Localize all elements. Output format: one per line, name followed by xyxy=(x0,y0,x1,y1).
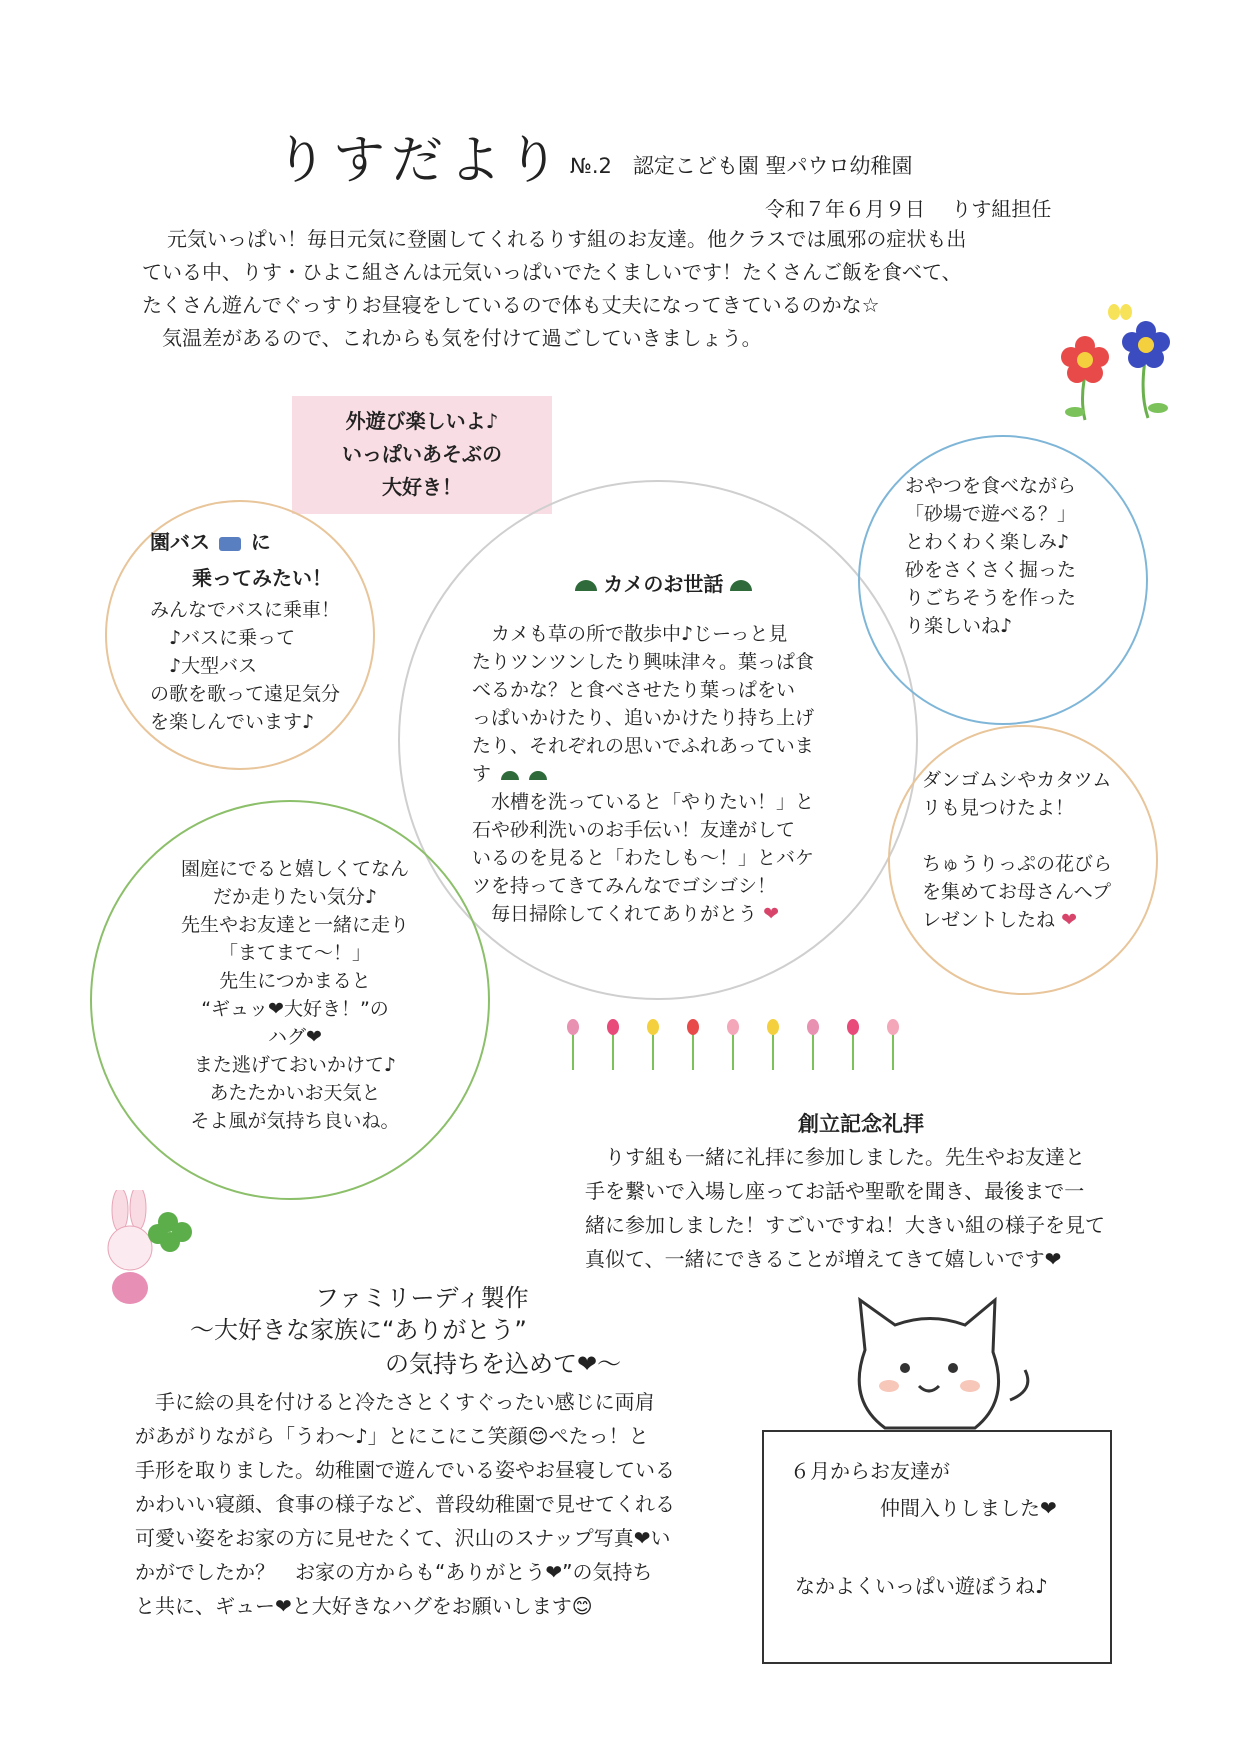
play-line: あたたかいお天気と xyxy=(209,1082,381,1104)
family-line: かわいい寝顔、食事の様子など、普段幼稚園で見せてくれる xyxy=(135,1492,675,1516)
founding-title: 創立記念礼拝 xyxy=(798,1112,924,1136)
snack-line: おやつを食べながら xyxy=(905,475,1077,497)
highlight-line: 大好き！ xyxy=(382,475,462,499)
founding-line: 手を繋いで入場し座ってお話や聖歌を聞き、最後まで一 xyxy=(585,1179,1085,1203)
notice-line-1: ６月からお友達が xyxy=(790,1459,950,1483)
rabbit-illustration xyxy=(80,1190,200,1310)
intro-line: ている中、りす・ひよこ組さんは元気いっぱいでたくましいです！たくさんご飯を食べて、 xyxy=(142,260,962,284)
garden-line: レゼントしたね xyxy=(922,909,1056,931)
turtle-line: いるのを見ると「わたしも～！」とバケ xyxy=(472,847,815,869)
turtle-heading xyxy=(575,568,752,597)
bus-line: の歌を歌って遠足気分 xyxy=(150,683,341,705)
snack-line: 砂をさくさく掘った xyxy=(905,559,1077,581)
snack-body xyxy=(905,472,1125,640)
family-line: 可愛い姿をお家の方に見せたくて、沢山のスナップ写真❤い xyxy=(135,1526,671,1550)
family-line: と共に、ギュー❤と大好きなハグをお願いします😊 xyxy=(135,1594,593,1618)
bus-line: ♪大型バス xyxy=(150,655,258,677)
turtle-icon xyxy=(575,580,597,591)
family-line: があがりながら「うわ～♪」とにこにこ笑顔😊ぺたっ！と xyxy=(135,1424,649,1448)
highlight-text xyxy=(292,405,552,504)
turtle-icon xyxy=(501,771,519,780)
turtle-line: す xyxy=(472,763,492,785)
notice-line-2: 仲間入りしました❤ xyxy=(880,1496,1057,1520)
turtle-line: カメも草の所で散歩中♪じーっと見 xyxy=(472,623,788,645)
play-line: 先生につかまると xyxy=(219,970,371,992)
play-line: ハグ❤ xyxy=(268,1026,322,1048)
family-line: 手に絵の具を付けると冷たさとくすぐったい感じに両肩 xyxy=(135,1390,655,1414)
bus-line: ♪バスに乗って xyxy=(150,627,296,649)
founding-line: 緒に参加しました！すごいですね！大きい組の様子を見て xyxy=(585,1213,1105,1237)
family-body xyxy=(135,1385,735,1623)
garden-body xyxy=(922,766,1142,934)
family-subtitle: ～大好きな家族に“ありがとう” xyxy=(190,1316,527,1344)
highlight-line: いっぱいあそぶの xyxy=(342,442,502,466)
turtle-body xyxy=(472,620,852,928)
family-title: ファミリーディ製作 xyxy=(315,1284,529,1312)
garden-spacer xyxy=(922,822,1142,850)
play-line: そよ風が気持ち良いね。 xyxy=(190,1110,400,1132)
play-line: 「まてまて～！」 xyxy=(218,942,371,964)
date-author: 令和７年６月９日 りす組担任 xyxy=(765,197,1052,221)
play-line: “ギュッ❤大好き！”の xyxy=(201,998,389,1020)
play-body xyxy=(130,855,460,1135)
turtle-line: たり、それぞれの思いでふれあっていま xyxy=(472,735,814,757)
bus-subtitle: 乗ってみたい！ xyxy=(192,566,332,590)
garden-line: リも見つけたよ！ xyxy=(922,797,1075,819)
family-line: かがでしたか？ お家の方からも“ありがとう❤”の気持ち xyxy=(135,1560,653,1584)
family-subtitle-2: の気持ちを込めて❤～ xyxy=(385,1350,622,1378)
turtle-line: たりツンツンしたり興味津々。葉っぱ食 xyxy=(472,651,815,673)
founding-line: りす組も一緒に礼拝に参加しました。先生やお友達と xyxy=(585,1145,1085,1169)
snack-line: とわくわく楽しみ♪ xyxy=(905,531,1070,553)
snack-line: 「砂場で遊べる？」 xyxy=(905,503,1077,525)
garden-line: ちゅうりっぷの花びら xyxy=(922,853,1113,875)
turtle-line: ツを持ってきてみんなでゴシゴシ！ xyxy=(472,875,777,897)
intro-line: 元気いっぱい！毎日元気に登園してくれるりす組のお友達。他クラスでは風邪の症状も出 xyxy=(167,227,967,251)
garden-line: を集めてお母さんへプ xyxy=(922,881,1112,903)
intro-text xyxy=(142,223,1102,355)
tulips-illustration xyxy=(555,1015,935,1075)
bus-title-suffix: に xyxy=(250,530,271,554)
garden-line: ダンゴムシやカタツム xyxy=(922,769,1112,791)
cat-illustration xyxy=(825,1290,1045,1450)
bus-line: を楽しんでいます♪ xyxy=(150,711,315,733)
turtle-line: 石や砂利洗いのお手伝い！友達がして xyxy=(472,819,796,841)
newsletter-title: りすだより xyxy=(275,131,566,191)
founding-line: 真似て、一緒にできることが増えてきて嬉しいです❤ xyxy=(585,1247,1062,1271)
turtle-icon xyxy=(730,580,752,591)
heart-icon: ❤ xyxy=(1061,909,1077,931)
notice-line-3: なかよくいっぱい遊ぼうね♪ xyxy=(795,1574,1048,1598)
bus-title: 園バス xyxy=(150,530,210,554)
turtle-title: カメのお世話 xyxy=(603,572,724,596)
issue-info: №.2 認定こども園 聖パウロ幼稚園 xyxy=(570,154,913,178)
turtle-icon xyxy=(529,771,547,780)
intro-line: 気温差があるので、これからも気を付けて過ごしていきましょう。 xyxy=(142,326,762,350)
turtle-line: 水槽を洗っていると「やりたい！」と xyxy=(472,791,815,813)
snack-line: り楽しいね♪ xyxy=(905,615,1013,637)
play-line: また逃げておいかけて♪ xyxy=(193,1054,397,1076)
bus-icon xyxy=(219,537,241,551)
bus-line: みんなでバスに乗車！ xyxy=(150,599,341,621)
snack-line: りごちそうを作った xyxy=(905,587,1077,609)
play-line: だか走りたい気分♪ xyxy=(212,886,378,908)
play-line: 園庭にでると嬉しくてなん xyxy=(180,858,409,880)
flowers-illustration xyxy=(1040,300,1190,430)
family-line: 手形を取りました。幼稚園で遊んでいる姿やお昼寝している xyxy=(135,1458,675,1482)
turtle-line: 毎日掃除してくれてありがとう xyxy=(472,903,758,925)
turtle-line: べるかな？と食べさせたり葉っぱをい xyxy=(472,679,796,701)
turtle-line: っぱいかけたり、追いかけたり持ち上げ xyxy=(472,707,815,729)
highlight-line: 外遊び楽しいよ♪ xyxy=(345,409,499,433)
play-line: 先生やお友達と一緒に走り xyxy=(180,914,409,936)
bus-section xyxy=(150,528,380,736)
founding-body xyxy=(585,1140,1145,1276)
intro-line: たくさん遊んでぐっすりお昼寝をしているので体も丈夫になってきているのかな☆ xyxy=(142,293,880,317)
heart-icon: ❤ xyxy=(763,903,779,925)
